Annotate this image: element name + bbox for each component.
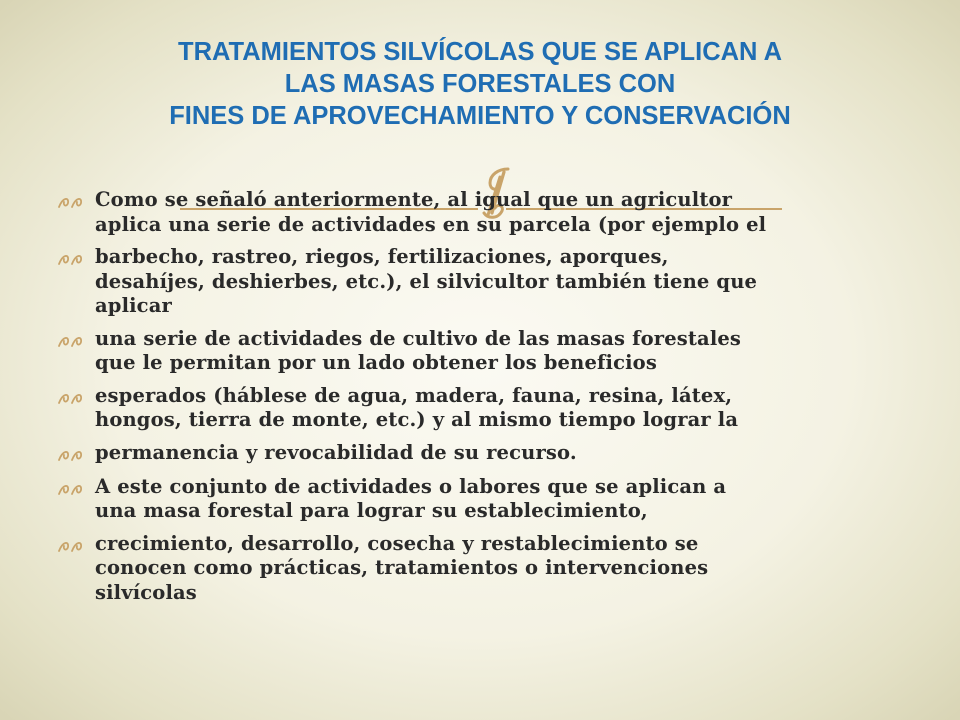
list-item-line: que le permitan por un lado obtener los beneficios bbox=[95, 351, 657, 374]
double-curl-bullet-icon bbox=[56, 441, 95, 467]
list-item-line: una masa forestal para lograr su establecimiento, bbox=[95, 499, 648, 522]
double-curl-bullet-icon bbox=[56, 475, 95, 501]
list-item-line: permanencia y revocabilidad de su recurso. bbox=[95, 440, 577, 464]
double-curl-bullet-icon bbox=[56, 245, 95, 271]
list-item-text bbox=[95, 532, 708, 606]
title-line: FINES DE APROVECHAMIENTO Y CONSERVACIÓN bbox=[169, 102, 791, 130]
list-item bbox=[56, 384, 896, 433]
double-curl-bullet-icon bbox=[56, 384, 95, 410]
bullet-list bbox=[56, 188, 896, 613]
slide-title bbox=[40, 36, 920, 132]
list-item-text bbox=[95, 245, 757, 319]
list-item-text bbox=[95, 441, 577, 466]
list-item-line: aplicar bbox=[95, 294, 172, 317]
title-line: TRATAMIENTOS SILVÍCOLAS QUE SE APLICAN A bbox=[178, 38, 782, 66]
list-item-text bbox=[95, 384, 738, 433]
list-item-line: conocen como prácticas, tratamientos o intervenciones bbox=[95, 556, 709, 579]
list-item-line: silvícolas bbox=[95, 580, 197, 604]
list-item bbox=[56, 188, 896, 237]
list-item bbox=[56, 327, 896, 376]
double-curl-bullet-icon bbox=[56, 532, 95, 558]
list-item bbox=[56, 245, 896, 319]
list-item-line: Como se señaló anteriormente, al igual que un agricultor bbox=[95, 188, 733, 211]
list-item-text bbox=[95, 475, 726, 524]
list-item-text bbox=[95, 327, 741, 376]
list-item-line: hongos, tierra de monte, etc.) y al mismo tiempo lograr la bbox=[95, 408, 739, 431]
list-item bbox=[56, 441, 896, 467]
list-item bbox=[56, 532, 896, 606]
list-item bbox=[56, 475, 896, 524]
list-item-line: crecimiento, desarrollo, cosecha y restablecimiento se bbox=[95, 531, 699, 555]
list-item-line: aplica una serie de actividades en su parcela (por ejemplo el bbox=[95, 212, 767, 236]
list-item-line: barbecho, rastreo, riegos, fertilizaciones, aporques, bbox=[95, 245, 669, 268]
list-item-line: desahíjes, deshierbes, etc.), el silvicultor también tiene que bbox=[95, 269, 758, 293]
list-item-line: A este conjunto de actividades o labores que se aplican a bbox=[95, 474, 727, 498]
list-item-line: una serie de actividades de cultivo de las masas forestales bbox=[95, 326, 742, 350]
double-curl-bullet-icon bbox=[56, 327, 95, 353]
double-curl-bullet-icon bbox=[56, 188, 95, 214]
list-item-text bbox=[95, 188, 766, 237]
title-line: LAS MASAS FORESTALES CON bbox=[284, 70, 676, 98]
list-item-line: esperados (háblese de agua, madera, fauna, resina, látex, bbox=[95, 383, 733, 407]
